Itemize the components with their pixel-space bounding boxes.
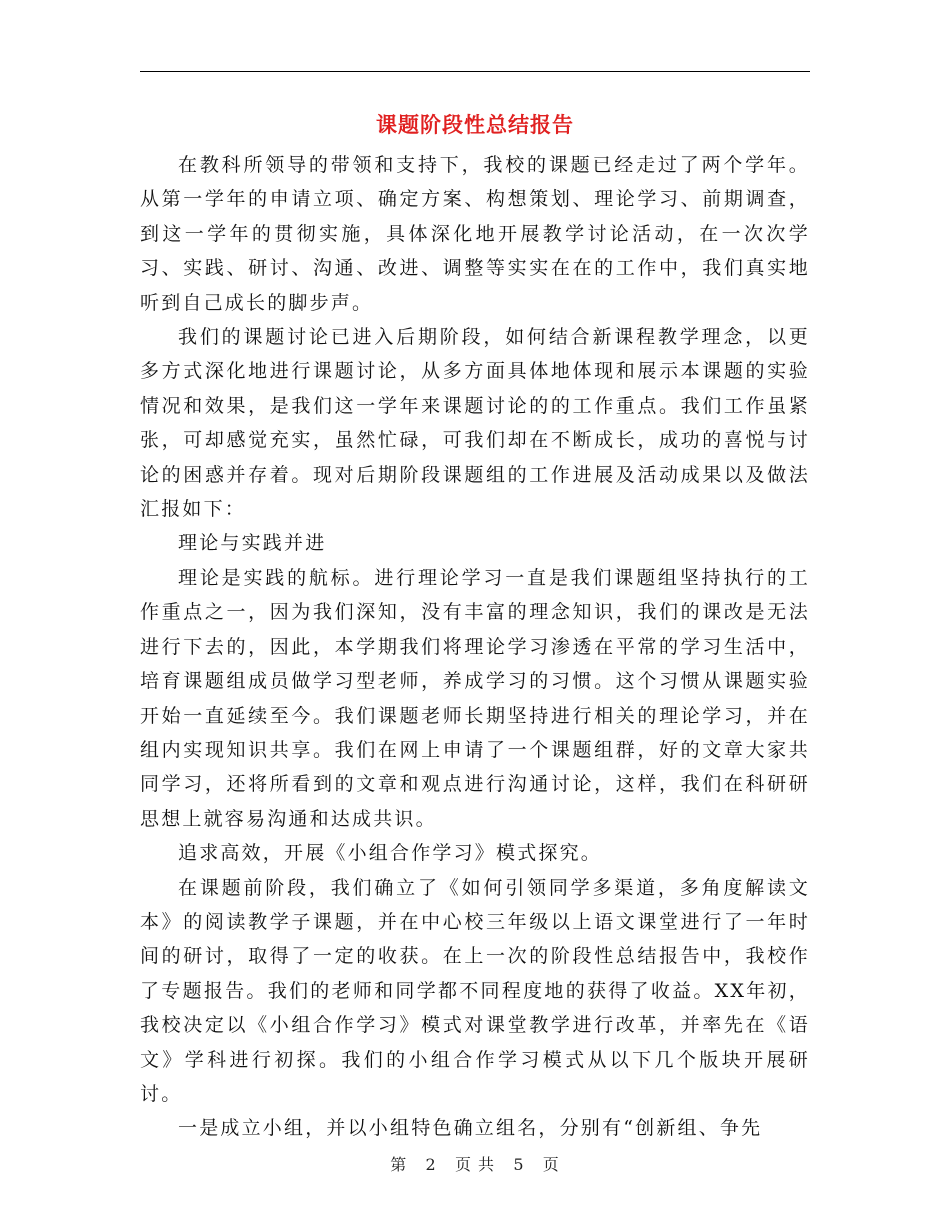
page-footer [0, 1152, 950, 1175]
paragraph-intro: 在教科所领导的带领和支持下，我校的课题已经走过了两个学年。从第一学年的申请立项、确定方案、构想策划、理论学习、前期调查，到这一学年的贯彻实施，具体深化地开展教学讨论活动，在一次次学习、实践、研讨、沟通、改进、调整等实实在在的工作中，我们真实地听到自己成长的脚步声。 [140, 154, 810, 314]
section-heading-theory-practice: 理论与实践并进 [178, 532, 327, 555]
footer-suffix: 页 [542, 1155, 560, 1174]
document-body [140, 148, 810, 1146]
total-pages-number: 5 [513, 1155, 525, 1174]
footer-prefix: 第 [390, 1155, 408, 1174]
section-heading-group-cooperation: 追求高效，开展《小组合作学习》模式探究。 [178, 842, 603, 865]
paragraph-theory-study: 理论是实践的航标。进行理论学习一直是我们课题组坚持执行的工作重点之一，因为我们深知，没有丰富的理念知识，我们的课改是无法进行下去的，因此，本学期我们将理论学习渗透在平常的学习生活中，培育课题组成员做学习型老师，养成学习的习惯。这个习惯从课题实验开始一直延续至今。我们课题老师长期坚持进行相关的理论学习，并在组内实现知识共享。我们在网上申请了一个课题组群，好的文章大家共同学习，还将所看到的文章和观点进行沟通讨论，这样，我们在科研研思想上就容易沟通和达成共识。 [140, 566, 810, 830]
footer-middle: 页 共 [454, 1155, 496, 1174]
paragraph-later-stage: 我们的课题讨论已进入后期阶段，如何结合新课程教学理念，以更多方式深化地进行课题讨论，从多方面具体地体现和展示本课题的实验情况和效果，是我们这一学年来课题讨论的的工作重点。我们工作虽紧张，可却感觉充实，虽然忙碌，可我们却在不断成长，成功的喜悦与讨论的困惑并存着。现对后期阶段课题组的工作进展及活动成果以及做法汇报如下： [140, 326, 810, 521]
header-rule [140, 71, 810, 72]
current-page-number: 2 [425, 1155, 437, 1174]
paragraph-form-groups: 一是成立小组，并以小组特色确立组名，分别有“创新组、争先 [178, 1117, 763, 1140]
paragraph-group-model: 在课题前阶段，我们确立了《如何引领同学多渠道，多角度解读文本》的阅读教学子课题，并在中心校三年级以上语文课堂进行了一年时间的研讨，取得了一定的收获。在上一次的阶段性总结报告中，我校作了专题报告。我们的老师和同学都不同程度地的获得了收益。XX年初，我校决定以《小组合作学习》模式对课堂教学进行改革，并率先在《语文》学科进行初探。我们的小组合作学习模式从以下几个版块开展研讨。 [140, 876, 810, 1105]
document-title: 课题阶段性总结报告 [376, 112, 574, 137]
